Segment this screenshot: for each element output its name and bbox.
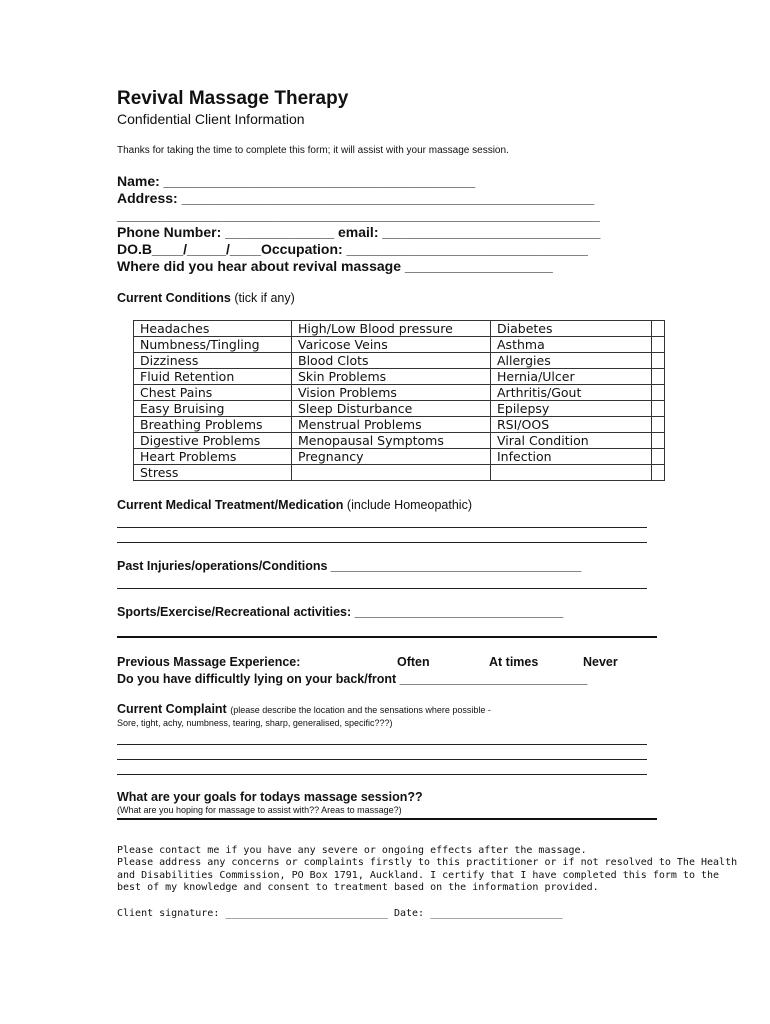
form-subtitle: Confidential Client Information xyxy=(117,111,305,127)
referral-field[interactable]: Where did you hear about revival massage ___________________ xyxy=(117,258,553,274)
condition-row xyxy=(134,417,665,433)
tick-box[interactable] xyxy=(652,369,665,385)
condition-cell[interactable]: Allergies xyxy=(491,353,652,369)
complaint-line-1[interactable] xyxy=(117,744,647,745)
footer-line-3: and Disabilities Commission, PO Box 1791, Auckland. I certify that I have completed this form to the xyxy=(117,870,720,881)
tick-box[interactable] xyxy=(652,465,665,481)
intro-text: Thanks for taking the time to complete this form; it will assist with your massage session. xyxy=(117,145,509,156)
condition-cell[interactable]: Sleep Disturbance xyxy=(292,401,491,417)
tick-box[interactable] xyxy=(652,449,665,465)
condition-cell[interactable]: Easy Bruising xyxy=(134,401,292,417)
condition-row xyxy=(134,353,665,369)
condition-cell[interactable]: RSI/OOS xyxy=(491,417,652,433)
medical-line-2[interactable] xyxy=(117,542,647,543)
experience-label: Previous Massage Experience: xyxy=(117,655,301,669)
condition-cell[interactable]: Digestive Problems xyxy=(134,433,292,449)
condition-cell[interactable]: Vision Problems xyxy=(292,385,491,401)
condition-cell[interactable]: Hernia/Ulcer xyxy=(491,369,652,385)
condition-cell[interactable]: Infection xyxy=(491,449,652,465)
condition-cell[interactable]: Menstrual Problems xyxy=(292,417,491,433)
condition-row xyxy=(134,433,665,449)
condition-cell[interactable]: High/Low Blood pressure xyxy=(292,321,491,337)
tick-box[interactable] xyxy=(652,433,665,449)
complaint-heading: Current Complaint (please describe the location and the sensations where possible - xyxy=(117,702,491,716)
condition-cell[interactable]: Varicose Veins xyxy=(292,337,491,353)
condition-row xyxy=(134,465,665,481)
lying-field[interactable]: Do you have difficultly lying on your back/front ___________________________ xyxy=(117,672,588,686)
tick-box[interactable] xyxy=(652,337,665,353)
dob-occupation-field[interactable]: DO.B____/_____/____Occupation: _______________________________ xyxy=(117,241,588,257)
complaint-line-3[interactable] xyxy=(117,774,647,775)
condition-row xyxy=(134,369,665,385)
condition-row xyxy=(134,337,665,353)
footer-line-4: best of my knowledge and consent to treatment based on the information provided. xyxy=(117,882,599,893)
condition-cell[interactable]: Arthritis/Gout xyxy=(491,385,652,401)
goals-note: (What are you hoping for massage to assist with?? Areas to massage?) xyxy=(117,805,402,815)
condition-cell[interactable]: Asthma xyxy=(491,337,652,353)
tick-box[interactable] xyxy=(652,401,665,417)
condition-cell[interactable]: Numbness/Tingling xyxy=(134,337,292,353)
conditions-table xyxy=(133,320,665,481)
condition-cell[interactable]: Menopausal Symptoms xyxy=(292,433,491,449)
form-title: Revival Massage Therapy xyxy=(117,88,349,109)
injuries-line[interactable] xyxy=(117,588,647,589)
condition-cell[interactable]: Fluid Retention xyxy=(134,369,292,385)
section-divider xyxy=(117,636,657,638)
address-line-2[interactable]: ______________________________________________________________ xyxy=(117,207,600,223)
condition-row xyxy=(134,385,665,401)
name-field[interactable]: Name: ________________________________________ xyxy=(117,173,476,189)
medical-line-1[interactable] xyxy=(117,527,647,528)
conditions-heading: Current Conditions (tick if any) xyxy=(117,291,295,305)
condition-cell[interactable]: Breathing Problems xyxy=(134,417,292,433)
condition-cell[interactable]: Heart Problems xyxy=(134,449,292,465)
sports-field[interactable]: Sports/Exercise/Recreational activities: ______________________________ xyxy=(117,605,564,619)
footer-line-2: Please address any concerns or complaints firstly to this practitioner or if not resolved to The Health xyxy=(117,857,738,868)
experience-often[interactable]: Often xyxy=(397,655,430,669)
phone-email-field[interactable]: Phone Number: ______________ email: ____________________________ xyxy=(117,224,601,240)
tick-box[interactable] xyxy=(652,353,665,369)
condition-cell[interactable] xyxy=(292,465,491,481)
condition-cell[interactable]: Pregnancy xyxy=(292,449,491,465)
tick-box[interactable] xyxy=(652,385,665,401)
condition-cell[interactable]: Dizziness xyxy=(134,353,292,369)
condition-cell[interactable] xyxy=(491,465,652,481)
footer-line-1: Please contact me if you have any severe or ongoing effects after the massage. xyxy=(117,845,587,856)
condition-cell[interactable]: Chest Pains xyxy=(134,385,292,401)
goals-heading: What are your goals for todays massage session?? xyxy=(117,790,423,804)
condition-cell[interactable]: Viral Condition xyxy=(491,433,652,449)
condition-row xyxy=(134,321,665,337)
condition-cell[interactable]: Blood Clots xyxy=(292,353,491,369)
complaint-line-2[interactable] xyxy=(117,759,647,760)
condition-cell[interactable]: Stress xyxy=(134,465,292,481)
medical-heading: Current Medical Treatment/Medication (include Homeopathic) xyxy=(117,498,472,512)
address-field[interactable]: Address: _____________________________________________________ xyxy=(117,190,595,206)
condition-row xyxy=(134,449,665,465)
condition-cell[interactable]: Headaches xyxy=(134,321,292,337)
condition-cell[interactable]: Epilepsy xyxy=(491,401,652,417)
experience-at-times[interactable]: At times xyxy=(489,655,539,669)
complaint-note: Sore, tight, achy, numbness, tearing, sharp, generalised, specific???) xyxy=(117,718,393,728)
signature-field[interactable]: Client signature: ___________________________ Date: ______________________ xyxy=(117,908,563,919)
tick-box[interactable] xyxy=(652,417,665,433)
condition-cell[interactable]: Skin Problems xyxy=(292,369,491,385)
injuries-field[interactable]: Past Injuries/operations/Conditions ____________________________________ xyxy=(117,559,582,573)
condition-row xyxy=(134,401,665,417)
condition-cell[interactable]: Diabetes xyxy=(491,321,652,337)
tick-box[interactable] xyxy=(652,321,665,337)
experience-never[interactable]: Never xyxy=(583,655,618,669)
goals-line[interactable] xyxy=(117,818,657,820)
